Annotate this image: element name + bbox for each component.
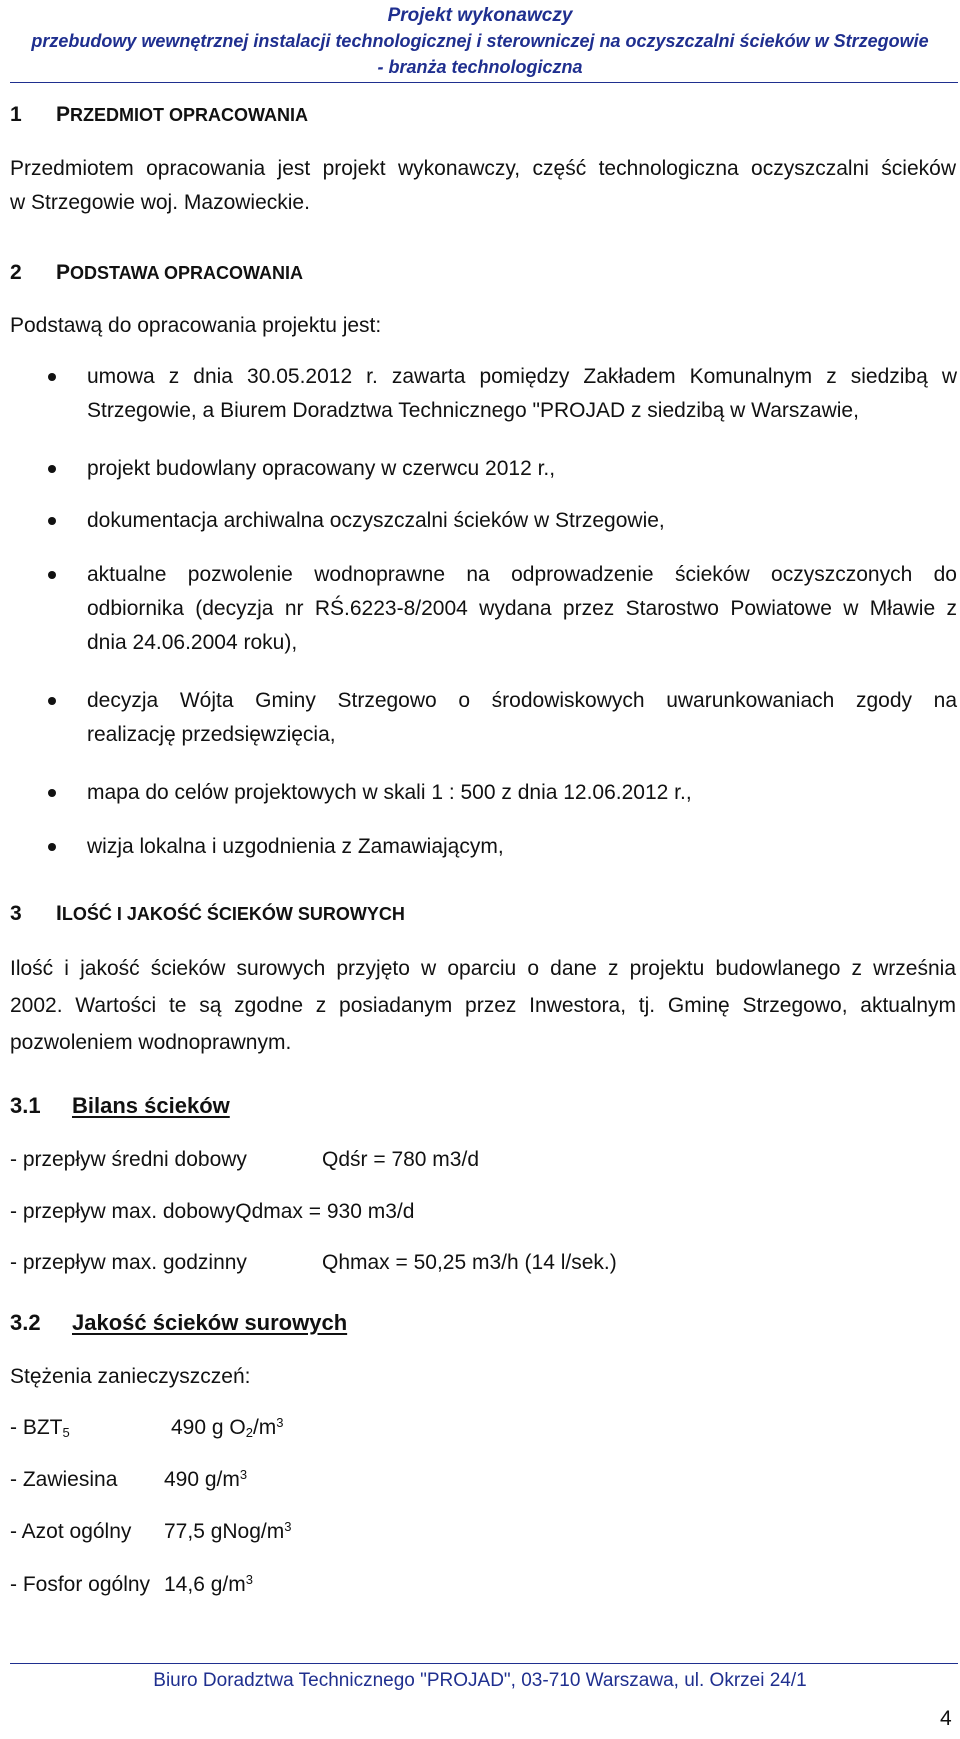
section-title-rest: RZEDMIOT OPRACOWANIA [70,105,309,125]
list-item-line: dokumentacja archiwalna oczyszczalni ścieków w Strzegowie, [87,509,665,532]
paragraph-line: pozwoleniem wodnoprawnym. [10,1031,292,1054]
section-number: 1 [10,103,22,126]
bzt-value-text: 490 g O [171,1416,246,1439]
paragraph-line: w Strzegowie woj. Mazowieckie. [10,191,310,214]
list-item-line: mapa do celów projektowych w skali 1 : 500 z dnia 12.06.2012 r., [87,781,692,804]
section-number: 3.2 [10,1310,41,1335]
list-item-line: wizja lokalna i uzgodnienia z Zamawiającym, [87,835,504,858]
header-title: Projekt wykonawczy [387,5,573,26]
section-title-initial: I [56,902,62,925]
section-number: 2 [10,261,22,284]
header-branch: - branża technologiczna [377,57,583,77]
page-number: 4 [940,1707,952,1730]
header-divider [10,82,958,83]
flow-label: - przepływ średni dobowy [10,1148,247,1171]
list-item [87,360,957,428]
header-subtitle: przebudowy wewnętrznej instalacji technologicznej i sterowniczej na oczyszczalni ścieków w Strzegowie [31,31,929,51]
bullet-icon [48,373,56,381]
list-item-line: projekt budowlany opracowany w czerwcu 2012 r., [87,457,556,480]
fosfor-label: - Fosfor ogólny [10,1573,151,1596]
list-item [87,830,957,864]
list-item [87,452,957,486]
bullet-icon [48,517,56,525]
section-title-rest: ODSTAWA OPRACOWANIA [70,263,304,283]
bullet-icon [48,843,56,851]
fosfor-superscript: 3 [245,1572,253,1587]
bullet-icon [48,789,56,797]
list-item-line: realizację przedsięwzięcia, [87,723,336,746]
bzt-label [10,1411,70,1445]
fosfor-value [164,1568,253,1602]
section-1-paragraph [10,152,956,220]
azot-value [164,1515,291,1549]
zawiesina-value-text: 490 g/m [164,1468,240,1491]
paragraph-line: Ilość i jakość ścieków surowych przyjęto w oparciu o dane z projektu budowlanego z września [10,957,956,980]
list-item [87,558,957,660]
section-title: Bilans ścieków [72,1093,230,1118]
section-3-heading [10,902,405,926]
list-item-line: aktualne pozwolenie wodnoprawne na odprowadzenie ścieków oczyszczonych do [87,563,957,586]
zawiesina-value [164,1463,247,1497]
section-title-initial: P [56,261,71,284]
azot-label: - Azot ogólny [10,1520,132,1543]
bullet-icon [48,571,56,579]
bullet-icon [48,697,56,705]
paragraph-line: 2002. Wartości te są zgodne z posiadanym przez Inwestora, tj. Gminę Strzegowo, aktualnym [10,994,956,1017]
list-item [87,684,957,752]
list-item-line: odbiornika (decyzja nr RŚ.6223-8/2004 wydana przez Starostwo Powiatowe w Mławie z [87,597,957,620]
bzt-value-superscript: 3 [276,1415,284,1430]
footer-divider [10,1663,958,1664]
section-3-2-heading [10,1310,347,1336]
list-item-line: decyzja Wójta Gminy Strzegowo o środowiskowych uwarunkowaniach zgody na [87,689,957,712]
bzt-value-unit: /m [252,1416,277,1439]
flow-value: Qhmax = 50,25 m3/h (14 l/sek.) [322,1251,617,1274]
azot-value-text: 77,5 gNog/m [164,1520,285,1543]
flow-label: - przepływ max. godzinny [10,1251,247,1274]
fosfor-value-text: 14,6 g/m [164,1573,246,1596]
bzt-value-subscript: 2 [245,1425,253,1440]
section-2-heading [10,261,303,285]
section-3-paragraph [10,950,956,1061]
bzt-value [171,1411,284,1445]
section-1-heading [10,103,308,127]
bullet-icon [48,465,56,473]
concentrations-intro: Stężenia zanieczyszczeń: [10,1365,251,1388]
azot-superscript: 3 [284,1519,292,1534]
section-number: 3 [10,902,22,925]
section-number: 3.1 [10,1093,41,1118]
section-title-initial: P [56,103,71,126]
section-2-intro: Podstawą do opracowania projektu jest: [10,314,382,337]
section-title-rest: LOŚĆ I JAKOŚĆ ŚCIEKÓW SUROWYCH [61,904,405,924]
list-item-line: umowa z dnia 30.05.2012 r. zawarta pomiędzy Zakładem Komunalnym z siedzibą w [87,365,957,388]
zawiesina-superscript: 3 [239,1467,248,1482]
list-item-line: Strzegowie, a Biurem Doradztwa Technicznego "PROJAD z siedzibą w Warszawie, [87,399,859,422]
list-item [87,504,957,538]
footer-text: Biuro Doradztwa Technicznego "PROJAD", 03-710 Warszawa, ul. Okrzei 24/1 [153,1670,807,1691]
bzt-subscript: 5 [62,1425,70,1440]
flow-value: Qdśr = 780 m3/d [322,1148,479,1171]
section-3-1-heading [10,1093,230,1119]
list-item-line: dnia 24.06.2004 roku), [87,631,298,654]
zawiesina-label: - Zawiesina [10,1468,118,1491]
section-title: Jakość ścieków surowych [72,1310,348,1335]
paragraph-line: Przedmiotem opracowania jest projekt wykonawczy, część technologiczna oczyszczalni ścieków [10,157,956,180]
list-item [87,776,957,810]
flow-label: - przepływ max. dobowyQdmax = 930 m3/d [10,1200,415,1223]
bzt-label-text: - BZT [10,1416,63,1439]
